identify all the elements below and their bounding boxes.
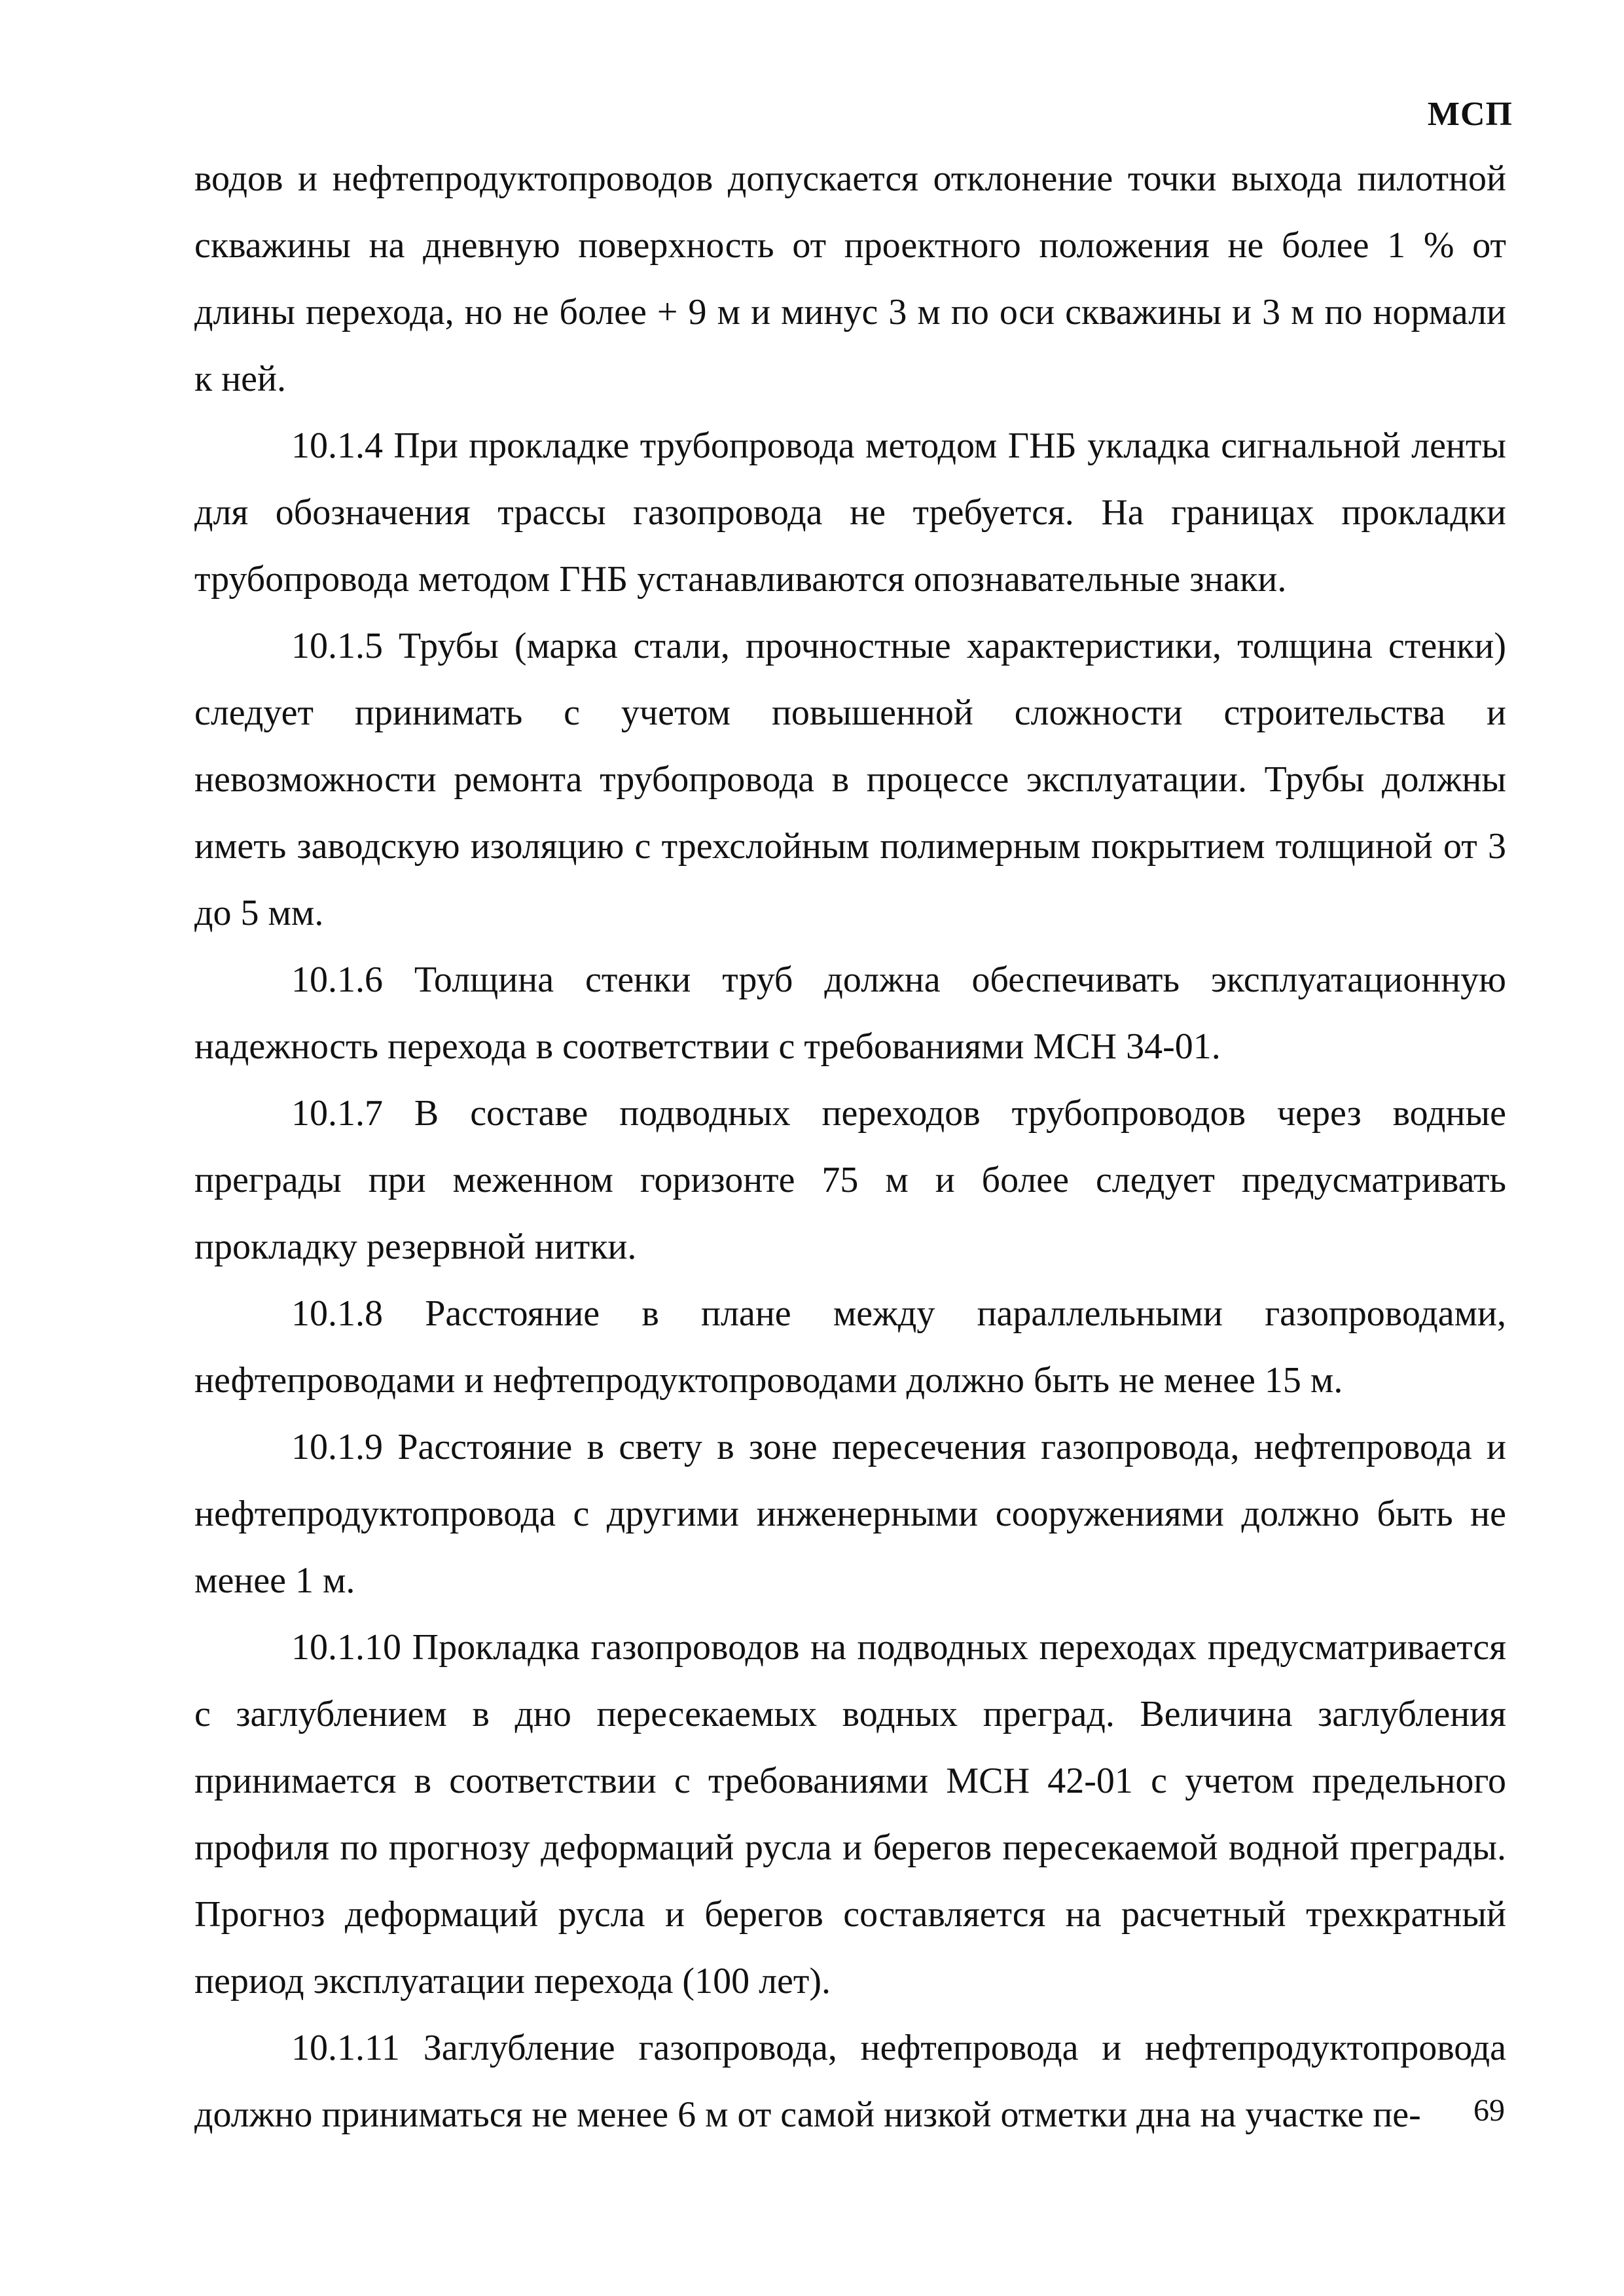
page-number: 69 [1473, 2093, 1505, 2128]
paragraph-10-1-6: 10.1.6 Толщина стенки труб должна обеспечивать эксплуатационную надежность перехода в соответствии с требованиями МСН 34-01. [194, 960, 1506, 1067]
paragraph-continuation: водов и нефтепродуктопроводов допускается отклонение точки выхода пилотной скважины на дневную поверхность от проектного положения не более 1 % от длины перехода, но не более + 9 м и минус 3 м по оси скважины и 3 м по нормали к ней. [194, 158, 1506, 399]
paragraph-10-1-10: 10.1.10 Прокладка газопроводов на подводных переходах предусматривается с заглублением в дно пересекаемых водных преград. Величина заглубления принимается в соответствии с требованиями МСН 42-01 с учетом предельного профиля по прогнозу деформаций русла и берегов пересекаемой водной преграды. Прогноз деформаций русла и берегов составляется на расчетный трехкратный период эксплуатации перехода (100 лет). [194, 1627, 1506, 2001]
paragraph-10-1-8: 10.1.8 Расстояние в плане между параллельными газопроводами, нефтепроводами и нефтепродуктопроводами должно быть не менее 15 м. [194, 1293, 1506, 1401]
document-header-code: МСП [1427, 96, 1513, 133]
paragraph-10-1-9: 10.1.9 Расстояние в свету в зоне пересечения газопровода, нефтепровода и нефтепродуктопровода с другими инженерными сооружениями должно быть не менее 1 м. [194, 1427, 1506, 1601]
paragraph-10-1-7: 10.1.7 В составе подводных переходов трубопроводов через водные преграды при меженном горизонте 75 м и более следует предусматривать прокладку резервной нитки. [194, 1093, 1506, 1267]
paragraph-10-1-11: 10.1.11 Заглубление газопровода, нефтепровода и нефтепродуктопровода должно приниматься не менее 6 м от самой низкой отметки дна на участке пе- [194, 2028, 1506, 2135]
paragraph-10-1-5: 10.1.5 Трубы (марка стали, прочностные характеристики, толщина стенки) следует принимать с учетом повышенной сложности строительства и невозможности ремонта трубопровода в процессе эксплуатации. Трубы должны иметь заводскую изоляцию с трехслойным полимерным покрытием толщиной от 3 до 5 мм. [194, 626, 1506, 933]
paragraph-10-1-4: 10.1.4 При прокладке трубопровода методом ГНБ укладка сигнальной ленты для обозначения трассы газопровода не требуется. На границах прокладки трубопровода методом ГНБ устанавливаются опознавательные знаки. [194, 425, 1506, 600]
document-body [194, 145, 1506, 2148]
